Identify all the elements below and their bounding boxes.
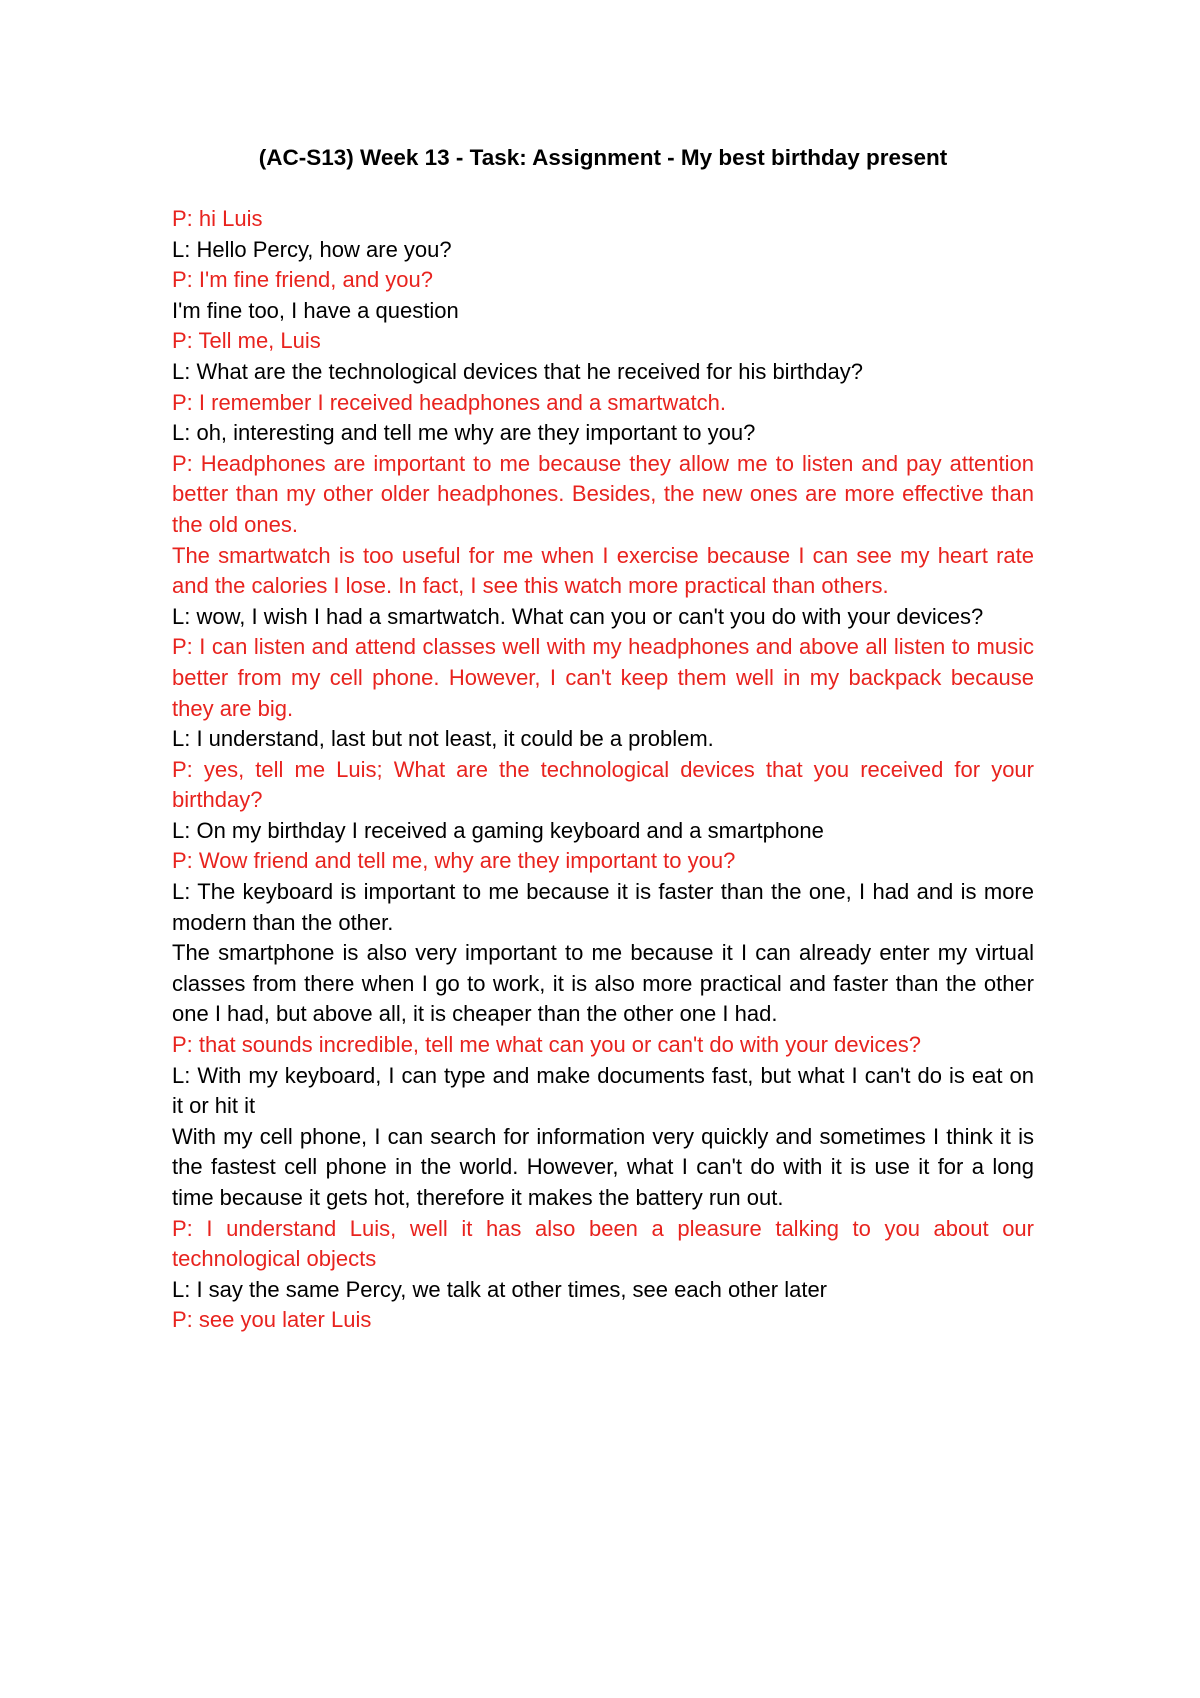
dialogue-line: The smartphone is also very important to me because it I can already enter my virtual classes from there when I go to work, it is also more practical and faster than the other one I had, but above all, it is cheaper than the other one I had. <box>172 940 1034 1027</box>
dialogue-line: L: The keyboard is important to me because it is faster than the one, I had and is more modern than the other. <box>172 879 1034 935</box>
dialogue-line: P: yes, tell me Luis; What are the technological devices that you received for your birthday? <box>172 756 1034 813</box>
document-title: (AC-S13) Week 13 - Task: Assignment - My best birthday present <box>258 145 948 170</box>
dialogue-line: P: I'm fine friend, and you? <box>172 267 434 293</box>
dialogue-line: P: Wow friend and tell me, why are they important to you? <box>172 848 736 874</box>
dialogue <box>172 204 1034 1336</box>
dialogue-line: P: Tell me, Luis <box>172 328 321 354</box>
dialogue-line: P: hi Luis <box>172 206 263 231</box>
dialogue-line: L: oh, interesting and tell me why are they important to you? <box>172 420 756 446</box>
dialogue-line: P: that sounds incredible, tell me what can you or can't do with your devices? <box>172 1032 921 1058</box>
dialogue-line: L: wow, I wish I had a smartwatch. What can you or can't you do with your devices? <box>172 603 984 629</box>
dialogue-line: L: With my keyboard, I can type and make documents fast, but what I can't do is eat on it or hit it <box>172 1062 1034 1119</box>
dialogue-line: P: see you later Luis <box>172 1307 372 1333</box>
dialogue-line: P: Headphones are important to me because they allow me to listen and pay attention better than my other older headphones. Besides, the new ones are more effective than the old ones. <box>172 450 1034 537</box>
dialogue-line: L: On my birthday I received a gaming keyboard and a smartphone <box>172 817 824 843</box>
dialogue-line: P: I remember I received headphones and a smartwatch. <box>172 389 726 415</box>
dialogue-line: P: I understand Luis, well it has also been a pleasure talking to you about our technological objects <box>172 1215 1034 1272</box>
dialogue-line: I'm fine too, I have a question <box>172 297 459 323</box>
dialogue-line: With my cell phone, I can search for information very quickly and sometimes I think it is the fastest cell phone in the world. However, what I can't do with it is use it for a long time because it gets hot, therefore it makes the battery run out. <box>172 1123 1034 1210</box>
dialogue-line: The smartwatch is too useful for me when I exercise because I can see my heart rate and the calories I lose. In fact, I see this watch more practical than others. <box>172 542 1034 599</box>
dialogue-line: L: Hello Percy, how are you? <box>172 236 452 262</box>
dialogue-line: L: I say the same Percy, we talk at other times, see each other later <box>172 1276 828 1302</box>
dialogue-line: P: I can listen and attend classes well with my headphones and above all listen to music better from my cell phone. However, I can't keep them well in my backpack because they are big. <box>172 634 1034 721</box>
dialogue-line: L: What are the technological devices that he received for his birthday? <box>172 358 863 384</box>
dialogue-line: L: I understand, last but not least, it could be a problem. <box>172 726 714 752</box>
